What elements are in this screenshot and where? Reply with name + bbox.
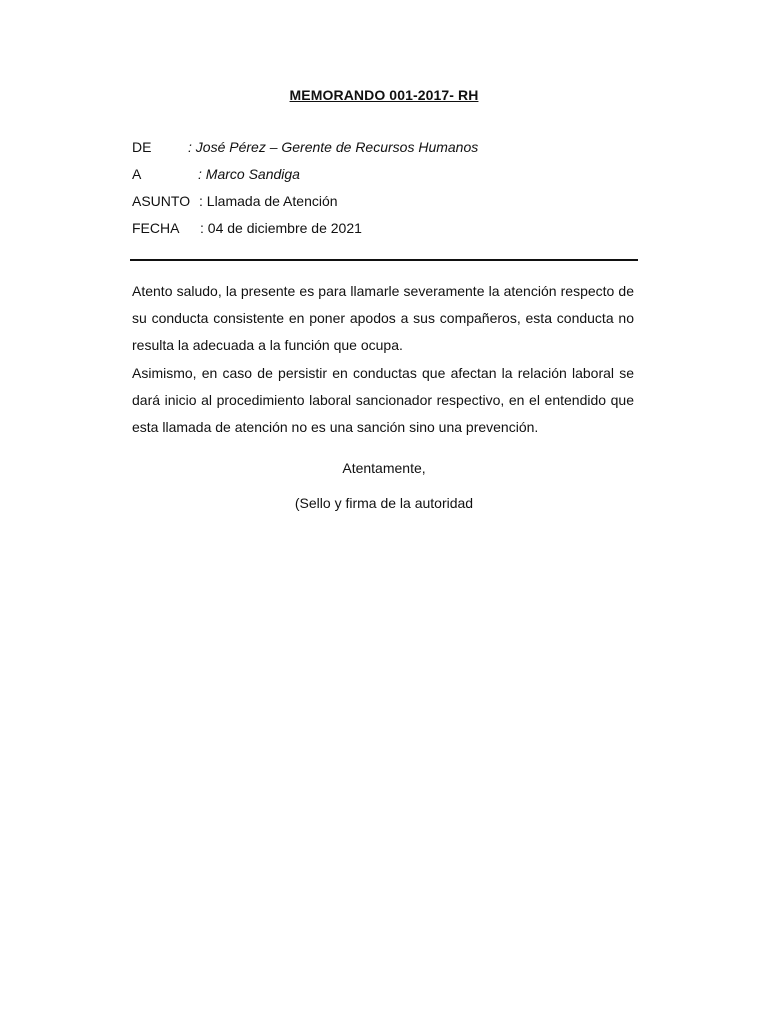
closing-text: Atentamente,	[342, 460, 426, 476]
to-label: A	[132, 166, 142, 182]
date-value: : 04 de diciembre de 2021	[200, 220, 362, 236]
body-paragraph-1: Atento saludo, la presente es para llamarle severamente la atención respecto de su conducta consistente en poner apodos a sus compañeros, esta conducta no resulta la adecuada a la función que ocupa.	[132, 283, 634, 354]
subject-value: : Llamada de Atención	[199, 193, 338, 209]
from-value: : José Pérez – Gerente de Recursos Humanos	[188, 139, 479, 155]
signature-line: (Sello y firma de la autoridad	[294, 495, 474, 511]
subject-label: ASUNTO	[132, 193, 191, 209]
memo-body	[132, 278, 634, 441]
date-label: FECHA	[132, 220, 180, 236]
to-value: : Marco Sandiga	[198, 166, 300, 182]
body-paragraph-2: Asimismo, en caso de persistir en conductas que afectan la relación laboral se dará inicio al procedimiento laboral sancionador respectivo, en el entendido que esta llamada de atención no es una sanción sino una prevención.	[132, 364, 634, 436]
from-label: DE	[132, 139, 152, 155]
header-divider	[130, 259, 638, 261]
memo-title: MEMORANDO 001-2017- RH	[289, 87, 479, 103]
